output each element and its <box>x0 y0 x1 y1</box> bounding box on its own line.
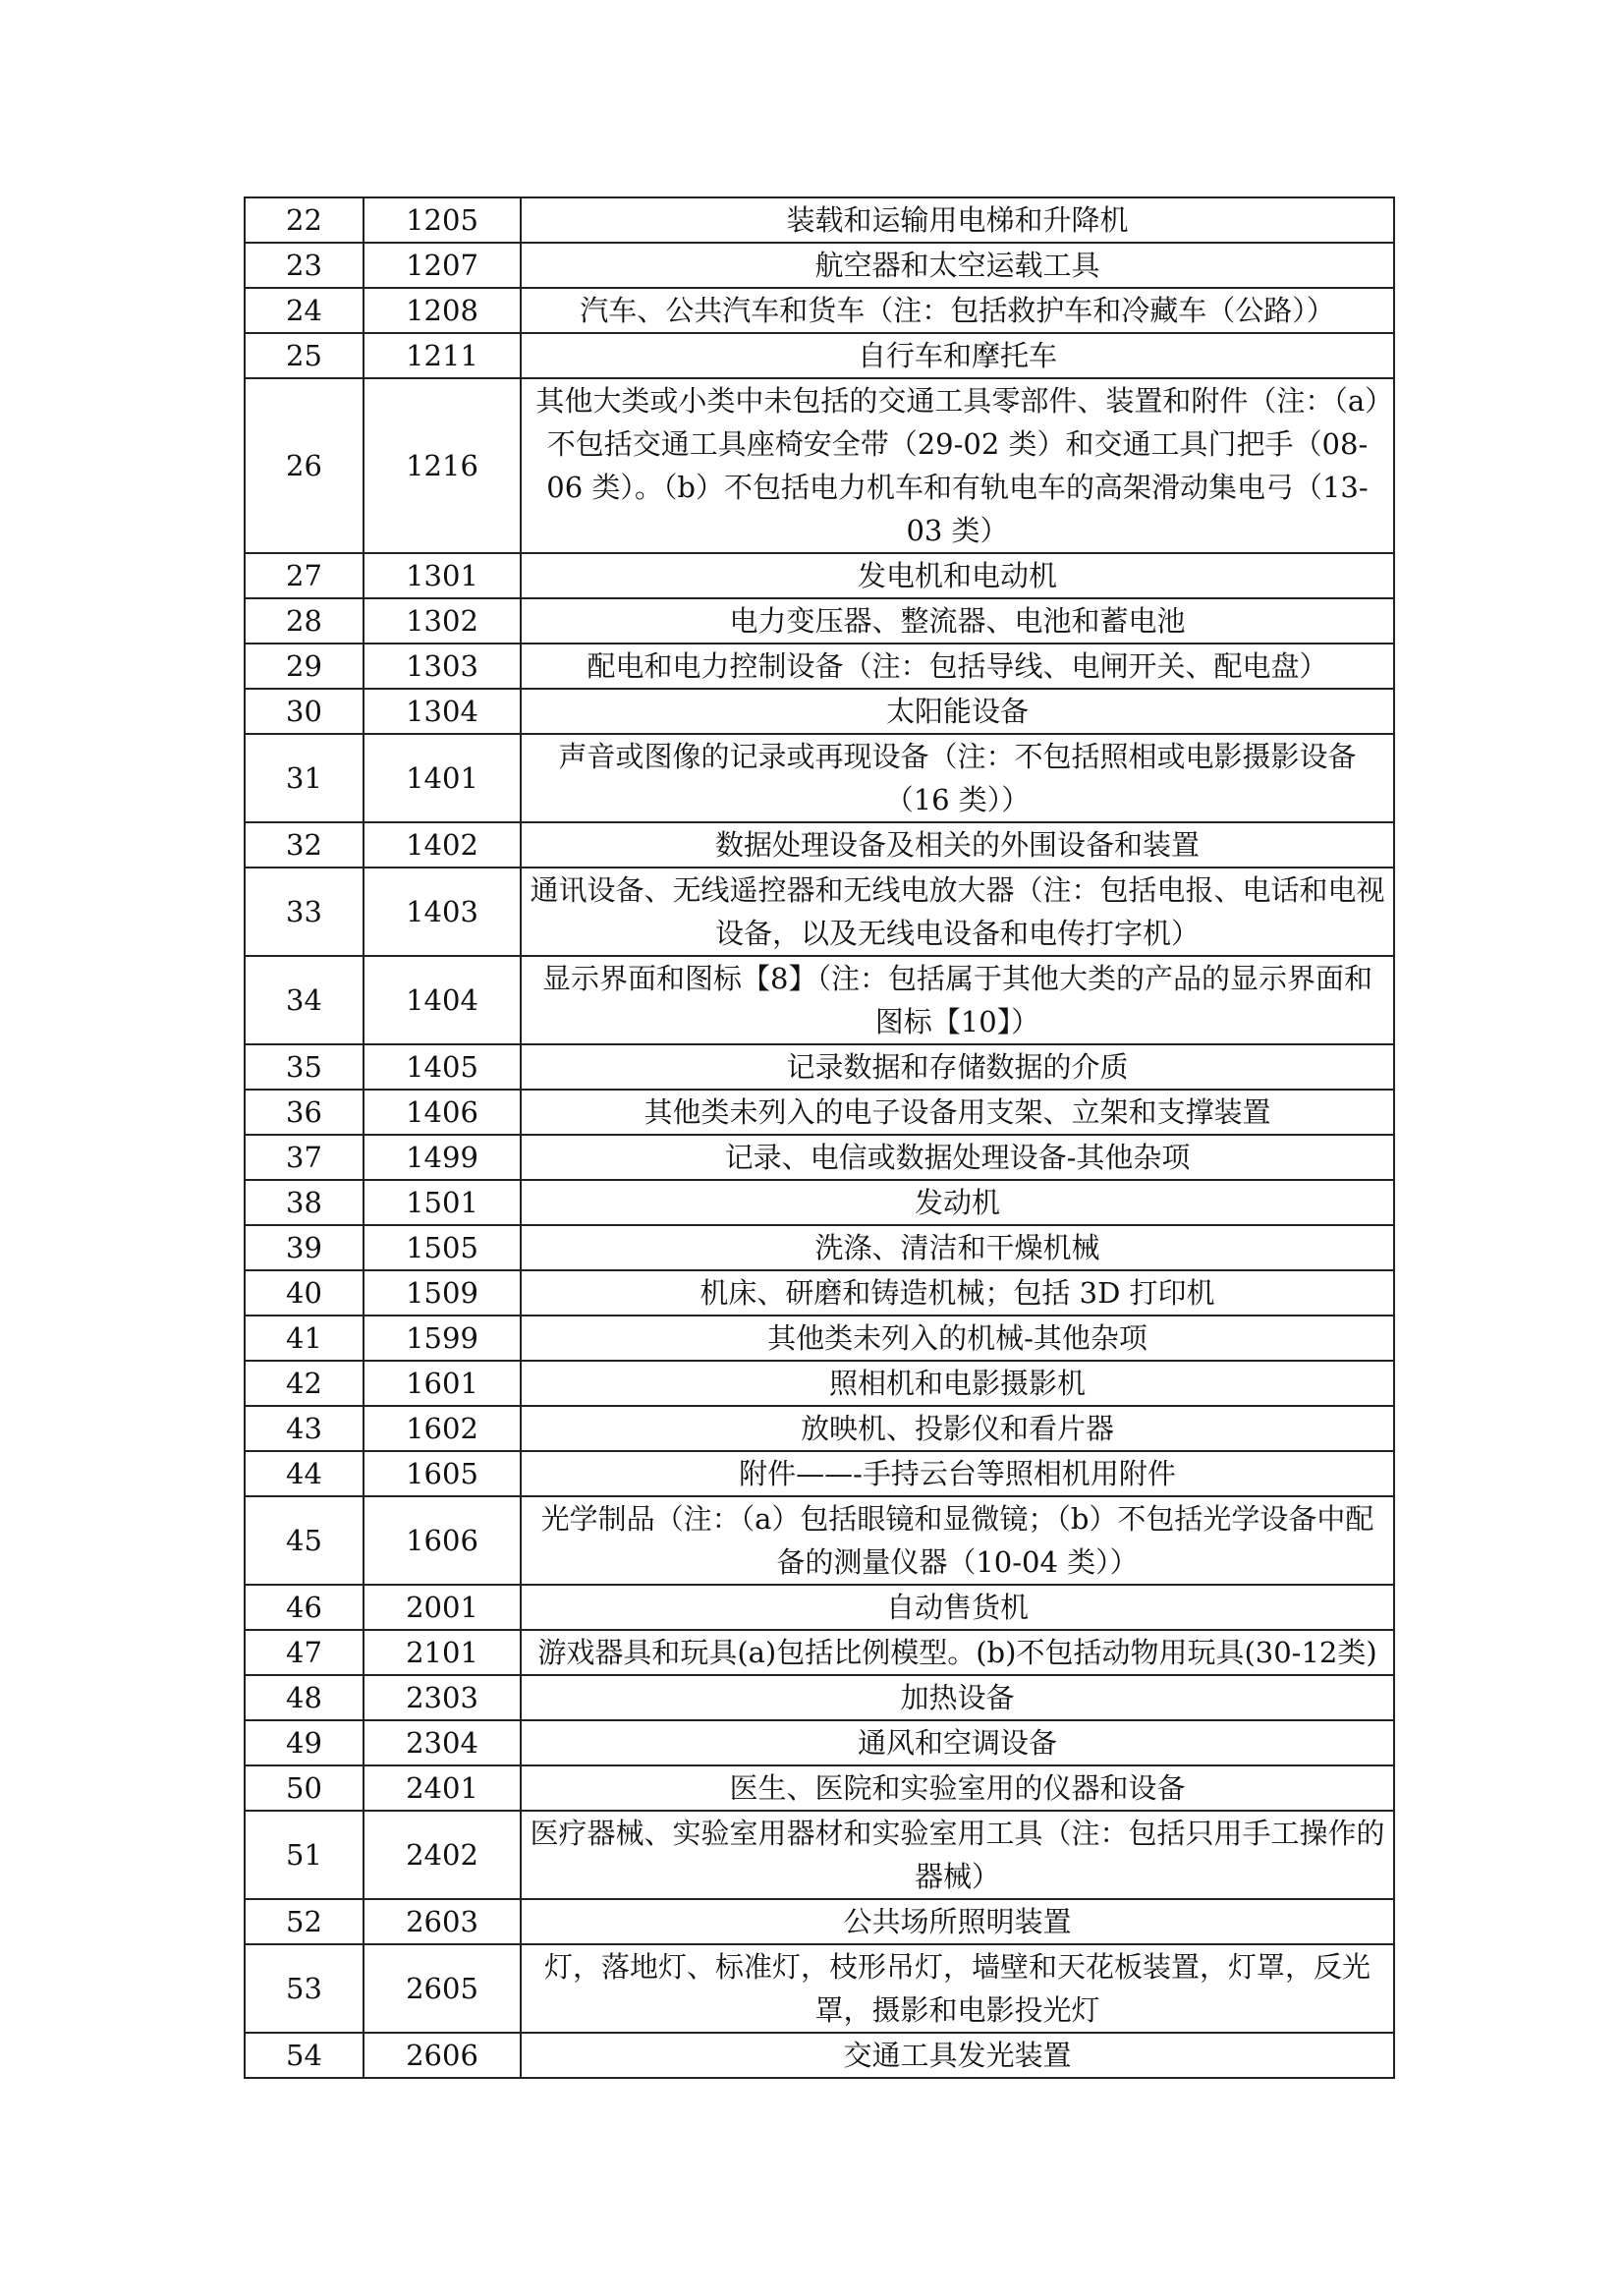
class-code-cell: 1208 <box>364 288 521 333</box>
description-cell: 装载和运输用电梯和升降机 <box>521 197 1394 243</box>
description-cell: 航空器和太空运载工具 <box>521 243 1394 288</box>
description-cell: 记录、电信或数据处理设备-其他杂项 <box>521 1135 1394 1180</box>
table-row <box>245 956 1394 1044</box>
table-row <box>245 1675 1394 1720</box>
description-cell: 声音或图像的记录或再现设备（注：不包括照相或电影摄影设备（16 类）） <box>521 734 1394 822</box>
row-number-cell: 26 <box>245 378 364 553</box>
class-code-cell: 1505 <box>364 1225 521 1270</box>
table-row <box>245 1406 1394 1451</box>
description-cell: 通讯设备、无线遥控器和无线电放大器（注：包括电报、电话和电视设备，以及无线电设备和电传打字机） <box>521 868 1394 956</box>
row-number-cell: 25 <box>245 333 364 378</box>
class-code-cell: 2304 <box>364 1720 521 1765</box>
row-number-cell: 29 <box>245 644 364 689</box>
table-row <box>245 243 1394 288</box>
description-cell: 加热设备 <box>521 1675 1394 1720</box>
table-row <box>245 1270 1394 1316</box>
table-row <box>245 1316 1394 1361</box>
description-cell: 配电和电力控制设备（注：包括导线、电闸开关、配电盘） <box>521 644 1394 689</box>
description-cell: 其他类未列入的机械-其他杂项 <box>521 1316 1394 1361</box>
class-code-cell: 1205 <box>364 197 521 243</box>
table-body <box>245 197 1394 2078</box>
description-cell: 放映机、投影仪和看片器 <box>521 1406 1394 1451</box>
row-number-cell: 35 <box>245 1044 364 1090</box>
table-row <box>245 1135 1394 1180</box>
class-code-cell: 1302 <box>364 598 521 644</box>
row-number-cell: 44 <box>245 1451 364 1496</box>
class-code-cell: 2303 <box>364 1675 521 1720</box>
description-cell: 记录数据和存储数据的介质 <box>521 1044 1394 1090</box>
description-cell: 附件——-手持云台等照相机用附件 <box>521 1451 1394 1496</box>
description-cell: 公共场所照明装置 <box>521 1899 1394 1944</box>
description-cell: 医生、医院和实验室用的仪器和设备 <box>521 1765 1394 1811</box>
table-row <box>245 1811 1394 1899</box>
class-code-cell: 1405 <box>364 1044 521 1090</box>
description-cell: 太阳能设备 <box>521 689 1394 734</box>
description-cell: 发动机 <box>521 1180 1394 1225</box>
table-row <box>245 1496 1394 1585</box>
description-cell: 数据处理设备及相关的外围设备和装置 <box>521 822 1394 868</box>
table-row <box>245 1944 1394 2033</box>
row-number-cell: 47 <box>245 1630 364 1675</box>
row-number-cell: 24 <box>245 288 364 333</box>
class-code-cell: 1403 <box>364 868 521 956</box>
table-row <box>245 1451 1394 1496</box>
description-cell: 医疗器械、实验室用器材和实验室用工具（注：包括只用手工操作的器械） <box>521 1811 1394 1899</box>
row-number-cell: 53 <box>245 1944 364 2033</box>
row-number-cell: 48 <box>245 1675 364 1720</box>
description-cell: 自动售货机 <box>521 1585 1394 1630</box>
row-number-cell: 36 <box>245 1090 364 1135</box>
description-cell: 发电机和电动机 <box>521 553 1394 598</box>
row-number-cell: 32 <box>245 822 364 868</box>
row-number-cell: 52 <box>245 1899 364 1944</box>
class-code-cell: 1499 <box>364 1135 521 1180</box>
description-cell: 其他类未列入的电子设备用支架、立架和支撑装置 <box>521 1090 1394 1135</box>
table-row <box>245 689 1394 734</box>
table-row <box>245 734 1394 822</box>
description-cell: 游戏器具和玩具(a)包括比例模型。(b)不包括动物用玩具(30-12类) <box>521 1630 1394 1675</box>
row-number-cell: 27 <box>245 553 364 598</box>
classification-table <box>244 196 1395 2079</box>
class-code-cell: 2101 <box>364 1630 521 1675</box>
table-row <box>245 1899 1394 1944</box>
row-number-cell: 30 <box>245 689 364 734</box>
row-number-cell: 34 <box>245 956 364 1044</box>
class-code-cell: 1606 <box>364 1496 521 1585</box>
description-cell: 交通工具发光装置 <box>521 2033 1394 2078</box>
row-number-cell: 38 <box>245 1180 364 1225</box>
row-number-cell: 51 <box>245 1811 364 1899</box>
row-number-cell: 43 <box>245 1406 364 1451</box>
row-number-cell: 28 <box>245 598 364 644</box>
row-number-cell: 31 <box>245 734 364 822</box>
table-row <box>245 553 1394 598</box>
class-code-cell: 2402 <box>364 1811 521 1899</box>
row-number-cell: 54 <box>245 2033 364 2078</box>
class-code-cell: 1301 <box>364 553 521 598</box>
table-row <box>245 644 1394 689</box>
class-code-cell: 2606 <box>364 2033 521 2078</box>
table-row <box>245 598 1394 644</box>
row-number-cell: 40 <box>245 1270 364 1316</box>
class-code-cell: 1601 <box>364 1361 521 1406</box>
description-cell: 光学制品（注：（a）包括眼镜和显微镜；（b）不包括光学设备中配备的测量仪器（10-04 类）） <box>521 1496 1394 1585</box>
class-code-cell: 2603 <box>364 1899 521 1944</box>
table-row <box>245 333 1394 378</box>
table-row <box>245 1225 1394 1270</box>
row-number-cell: 37 <box>245 1135 364 1180</box>
row-number-cell: 42 <box>245 1361 364 1406</box>
table-row <box>245 378 1394 553</box>
description-cell: 照相机和电影摄影机 <box>521 1361 1394 1406</box>
row-number-cell: 33 <box>245 868 364 956</box>
class-code-cell: 1207 <box>364 243 521 288</box>
class-code-cell: 1211 <box>364 333 521 378</box>
description-cell: 机床、研磨和铸造机械；包括 3D 打印机 <box>521 1270 1394 1316</box>
class-code-cell: 2401 <box>364 1765 521 1811</box>
class-code-cell: 1216 <box>364 378 521 553</box>
description-cell: 显示界面和图标【8】（注：包括属于其他大类的产品的显示界面和图标【10】） <box>521 956 1394 1044</box>
row-number-cell: 45 <box>245 1496 364 1585</box>
class-code-cell: 1402 <box>364 822 521 868</box>
table-row <box>245 1361 1394 1406</box>
class-code-cell: 2001 <box>364 1585 521 1630</box>
row-number-cell: 46 <box>245 1585 364 1630</box>
class-code-cell: 1501 <box>364 1180 521 1225</box>
class-code-cell: 1605 <box>364 1451 521 1496</box>
description-cell: 自行车和摩托车 <box>521 333 1394 378</box>
class-code-cell: 1509 <box>364 1270 521 1316</box>
class-code-cell: 1599 <box>364 1316 521 1361</box>
class-code-cell: 1401 <box>364 734 521 822</box>
description-cell: 汽车、公共汽车和货车（注：包括救护车和冷藏车（公路）） <box>521 288 1394 333</box>
table-row <box>245 1090 1394 1135</box>
row-number-cell: 23 <box>245 243 364 288</box>
table-row <box>245 2033 1394 2078</box>
row-number-cell: 41 <box>245 1316 364 1361</box>
class-code-cell: 1404 <box>364 956 521 1044</box>
class-code-cell: 2605 <box>364 1944 521 2033</box>
class-code-cell: 1406 <box>364 1090 521 1135</box>
table-row <box>245 1585 1394 1630</box>
row-number-cell: 22 <box>245 197 364 243</box>
row-number-cell: 50 <box>245 1765 364 1811</box>
table-row <box>245 1044 1394 1090</box>
table-row <box>245 1630 1394 1675</box>
description-cell: 洗涤、清洁和干燥机械 <box>521 1225 1394 1270</box>
table-row <box>245 288 1394 333</box>
row-number-cell: 39 <box>245 1225 364 1270</box>
class-code-cell: 1304 <box>364 689 521 734</box>
description-cell: 通风和空调设备 <box>521 1720 1394 1765</box>
class-code-cell: 1602 <box>364 1406 521 1451</box>
table-row <box>245 1180 1394 1225</box>
description-cell: 其他大类或小类中未包括的交通工具零部件、装置和附件（注：（a）不包括交通工具座椅安全带（29-02 类）和交通工具门把手（08-06 类）。（b）不包括电力机车和有轨电车的高架滑动集电弓（13-03 类） <box>521 378 1394 553</box>
table-row <box>245 1720 1394 1765</box>
table-row <box>245 868 1394 956</box>
description-cell: 灯，落地灯、标准灯，枝形吊灯，墙壁和天花板装置，灯罩，反光罩，摄影和电影投光灯 <box>521 1944 1394 2033</box>
table-row <box>245 197 1394 243</box>
description-cell: 电力变压器、整流器、电池和蓄电池 <box>521 598 1394 644</box>
class-code-cell: 1303 <box>364 644 521 689</box>
table-row <box>245 1765 1394 1811</box>
row-number-cell: 49 <box>245 1720 364 1765</box>
table-row <box>245 822 1394 868</box>
